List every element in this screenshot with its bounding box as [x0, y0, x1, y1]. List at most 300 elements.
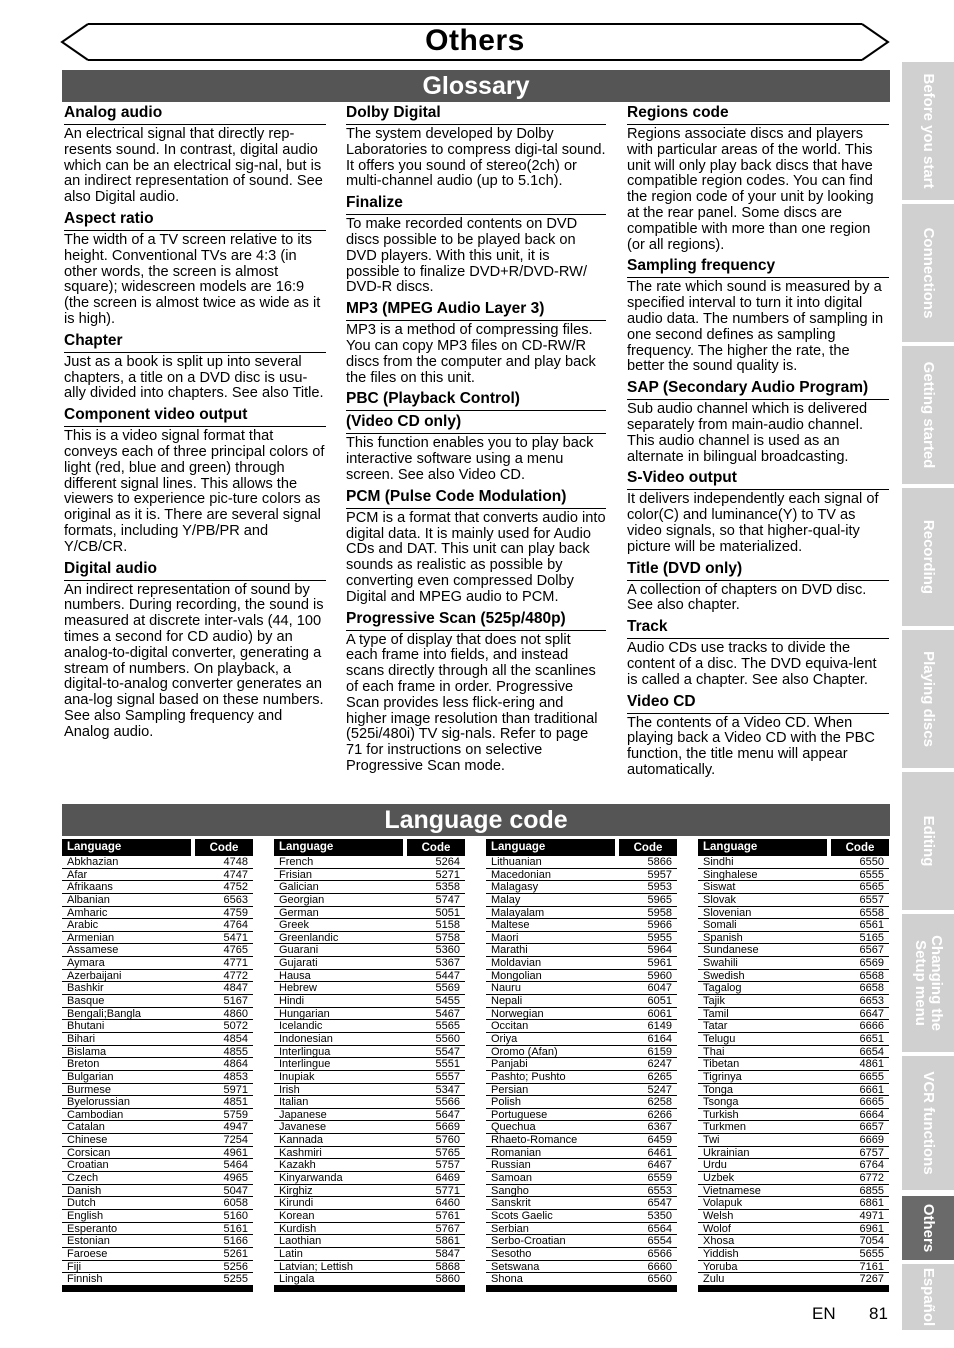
language-name: Zulu [703, 1273, 725, 1285]
glossary-title: Glossary [62, 70, 890, 102]
table-row [698, 1020, 889, 1033]
language-name: Panjabi [491, 1058, 528, 1070]
language-name: Assamese [67, 944, 119, 957]
language-code: 6164 [647, 1032, 672, 1045]
table-row [274, 944, 465, 957]
language-name: Bihari [67, 1032, 96, 1045]
table-row [698, 1046, 889, 1059]
page-number: 81 [869, 1304, 888, 1323]
glossary-entry [64, 332, 326, 402]
language-code: 4765 [223, 944, 248, 957]
language-name: Maltese [491, 919, 530, 931]
language-name: Indonesian [279, 1032, 333, 1045]
table-row [274, 1084, 465, 1097]
language-code: 4861 [859, 1058, 884, 1071]
language-code: 6461 [647, 1146, 672, 1159]
language-name: Tajik [703, 995, 726, 1007]
table-row [274, 1197, 465, 1210]
language-name: Tatar [703, 1020, 728, 1032]
table-row [698, 1109, 889, 1122]
glossary-term: Title (DVD only) [627, 560, 889, 581]
language-code: 5655 [859, 1247, 884, 1260]
language-code: 6654 [859, 1045, 884, 1058]
language-name: Thai [703, 1045, 725, 1058]
table-row [698, 1121, 889, 1134]
side-tab [902, 630, 954, 768]
language-name: Moldavian [491, 957, 542, 969]
language-code: 6567 [859, 944, 884, 957]
side-tab-label: Before you start [920, 73, 937, 189]
language-name: Wolof [703, 1222, 731, 1235]
language-name: Yoruba [703, 1260, 738, 1273]
language-code: 4772 [223, 969, 248, 982]
language-name: Polish [491, 1096, 521, 1108]
table-row [274, 894, 465, 907]
table-row [274, 1261, 465, 1274]
language-name: Afar [67, 868, 88, 881]
language-name: Korean [279, 1209, 315, 1222]
table-row [486, 869, 677, 882]
table-row [698, 894, 889, 907]
glossary-term: SAP (Secondary Audio Program) [627, 379, 889, 400]
language-name: Czech [67, 1172, 99, 1184]
table-row [698, 944, 889, 957]
language-name: Bhutani [67, 1020, 105, 1032]
table-row [274, 1147, 465, 1160]
header-language: Language [486, 839, 619, 856]
glossary-entry [346, 300, 606, 386]
language-code: 5367 [435, 957, 460, 970]
language-code: 7161 [859, 1260, 884, 1273]
table-row [486, 1248, 677, 1261]
glossary-definition: An indirect representation of sound by numbers. During recording, the sound is measured at discrete inter-vals (44, 100 times a second for CD audio) by an analog-to-digital converter, generating a stream of numbers. On playback, a digital-to-analog converter generates an ana-log signal based on these numbers. See also Sampling frequency and Analog audio. [64, 581, 324, 740]
table-row [62, 932, 253, 945]
table-row [486, 982, 677, 995]
table-row [698, 1058, 889, 1071]
glossary-definition: PCM is a format that converts audio into digital data. It is mainly used for Audio CDs and DAT. This unit can play back sounds as realistic as possible by converting even compressed Dolby Digital and MPEG audio to PCM. [346, 509, 606, 605]
table-row [62, 1058, 253, 1071]
glossary-definition: The rate which sound is measured by a specified interval to turn it into digital audio data. The numbers of sampling in one second defines as sampling frequency. The higher the rate, the better the sound quality is. [627, 279, 884, 375]
language-code: 4752 [223, 881, 248, 894]
side-tab [902, 1264, 954, 1330]
table-row [698, 1248, 889, 1261]
table-row [486, 1185, 677, 1198]
language-code: 5347 [435, 1083, 460, 1096]
table-row [62, 919, 253, 932]
language-code: 6961 [859, 1222, 884, 1235]
language-name: Slovak [703, 893, 737, 906]
language-code: 5047 [223, 1184, 248, 1197]
language-code: 5165 [859, 931, 884, 944]
header-code: Code [421, 841, 451, 854]
language-code: 6051 [647, 995, 672, 1008]
table-row [62, 1147, 253, 1160]
table-row [486, 1058, 677, 1071]
language-code: 4847 [223, 982, 248, 995]
table-row [486, 957, 677, 970]
language-name: Byelorussian [67, 1096, 130, 1108]
language-name: Maori [491, 931, 519, 944]
side-tab [902, 914, 954, 1052]
language-name: Nepali [491, 995, 523, 1007]
language-name: Kannada [279, 1134, 324, 1146]
table-row [486, 1273, 677, 1286]
language-name: Bashkir [67, 982, 104, 995]
table-row [698, 957, 889, 970]
language-name: Quechua [491, 1121, 536, 1134]
language-code: 4851 [223, 1096, 248, 1109]
table-row [62, 1020, 253, 1033]
side-tab-label: Connections [920, 227, 937, 319]
table-row [486, 1210, 677, 1223]
language-code: 6553 [647, 1184, 672, 1197]
glossary-entry [627, 104, 889, 253]
language-code: 5861 [435, 1235, 460, 1248]
language-name: Shona [491, 1273, 523, 1285]
glossary-entry [346, 488, 606, 606]
language-name: Fiji [67, 1260, 82, 1273]
language-table-2 [274, 839, 465, 1292]
glossary-entry [627, 618, 889, 688]
language-name: German [279, 906, 319, 919]
language-code: 6557 [859, 893, 884, 906]
language-code: 4759 [223, 906, 248, 919]
language-code: 5161 [223, 1222, 248, 1235]
glossary-column-3 [627, 104, 889, 783]
table-row [698, 881, 889, 894]
glossary-definition: The system developed by Dolby Laboratories to compress digi-tal sound. It offers you sound of stereo(2ch) or multi-channel audio (up to 5.1ch). [346, 126, 606, 190]
language-code: 5961 [647, 957, 672, 970]
language-name: Setswana [491, 1260, 540, 1273]
language-code: 6469 [435, 1172, 460, 1185]
language-code: 5255 [223, 1273, 248, 1286]
table-row [486, 1046, 677, 1059]
language-name: Guarani [279, 944, 319, 957]
table-row [486, 1071, 677, 1084]
language-code: 6666 [859, 1020, 884, 1033]
language-name: Vietnamese [703, 1184, 761, 1197]
language-code: 6772 [859, 1172, 884, 1185]
language-code: 6653 [859, 995, 884, 1008]
language-name: Icelandic [279, 1020, 323, 1032]
language-code: 6661 [859, 1083, 884, 1096]
language-code: 4748 [223, 856, 248, 868]
table-row [274, 1033, 465, 1046]
language-name: Abkhazian [67, 856, 119, 868]
language-name: Lithuanian [491, 856, 542, 868]
glossary-definition: Regions associate discs and players with particular areas of the world. This unit will only play back discs that have compatible region codes. You can find the region code of your unit by looking at the rear panel. Some discs are compatible with more than one region (or all regions). [627, 126, 874, 253]
table-row [486, 995, 677, 1008]
glossary-definition: Audio CDs use tracks to divide the content of a disc. The DVD equiva-lent is called a chapter. See also Chapter. [627, 640, 877, 688]
table-row [486, 1121, 677, 1134]
language-name: Hausa [279, 969, 311, 982]
table-row [698, 982, 889, 995]
table-row [698, 1172, 889, 1185]
language-name: Bengali;Bangla [67, 1007, 142, 1020]
side-tab [902, 772, 954, 910]
table-row [486, 1261, 677, 1274]
language-code: 4855 [223, 1045, 248, 1058]
language-name: Basque [67, 995, 105, 1007]
table-row [62, 1121, 253, 1134]
table-row [698, 1134, 889, 1147]
language-name: Latin [279, 1247, 303, 1260]
language-code: 4747 [223, 868, 248, 881]
table-row [274, 1121, 465, 1134]
glossary-definition: MP3 is a method of compressing files. You can copy MP3 files on CD-RW/R discs from the computer and play back the files on this unit. [346, 322, 596, 386]
language-code: 5966 [647, 919, 672, 932]
side-tab [902, 204, 954, 342]
glossary-entry [346, 610, 606, 775]
language-name: Tamil [703, 1007, 729, 1020]
table-row [62, 1261, 253, 1274]
language-code: 5860 [435, 1273, 460, 1286]
language-name: Oriya [491, 1032, 518, 1045]
language-code: 6550 [859, 856, 884, 868]
language-name: Malagasy [491, 881, 539, 893]
language-name: Slovenian [703, 906, 752, 919]
language-code: 6569 [859, 957, 884, 970]
language-code: 6247 [647, 1058, 672, 1071]
language-name: Russian [491, 1159, 531, 1172]
language-code: 7054 [859, 1235, 884, 1248]
language-code: 6554 [647, 1235, 672, 1248]
table-row [274, 1185, 465, 1198]
table-row [274, 1235, 465, 1248]
table-row [698, 1008, 889, 1021]
language-name: Singhalese [703, 868, 758, 881]
glossary-term: (Video CD only) [346, 413, 606, 434]
side-tab [902, 1056, 954, 1190]
language-code: 6651 [859, 1032, 884, 1045]
table-row [698, 1185, 889, 1198]
glossary-entry [627, 560, 889, 615]
table-row [486, 970, 677, 983]
language-name: Gujarati [279, 957, 318, 969]
table-row [274, 1046, 465, 1059]
table-row [274, 1223, 465, 1236]
language-code: 5771 [435, 1184, 460, 1197]
glossary-term: Sampling frequency [627, 257, 889, 278]
table-row [274, 1273, 465, 1286]
language-code: 4854 [223, 1032, 248, 1045]
language-code: 5647 [435, 1108, 460, 1121]
language-name: Nauru [491, 982, 521, 995]
side-tab-label: Others [920, 1203, 937, 1253]
table-row [274, 881, 465, 894]
table-row [274, 869, 465, 882]
header-code: Code [845, 841, 875, 854]
language-code: 5360 [435, 944, 460, 957]
table-row [698, 1197, 889, 1210]
table-row [274, 1020, 465, 1033]
language-code: 5271 [435, 868, 460, 881]
language-code: 6566 [647, 1247, 672, 1260]
table-row [486, 856, 677, 869]
table-row [486, 1235, 677, 1248]
table-row [486, 1172, 677, 1185]
language-name: Tsonga [703, 1096, 739, 1108]
language-name: Greenlandic [279, 931, 339, 944]
language-code: 5957 [647, 868, 672, 881]
language-code: 5868 [435, 1260, 460, 1273]
glossary-definition: This is a video signal format that conveys each of three principal colors of light (red, blue and green) through different signal lines. This allows the viewers to experience pic-ture colors as original as it is. There are several signal formats, including Y/PB/PR and Y/CB/CR. [64, 428, 325, 555]
language-code: 5765 [435, 1146, 460, 1159]
table-row [698, 856, 889, 869]
table-row [62, 1084, 253, 1097]
table-row [62, 907, 253, 920]
glossary-term: MP3 (MPEG Audio Layer 3) [346, 300, 606, 321]
table-row [274, 1248, 465, 1261]
language-code: 5471 [223, 931, 248, 944]
table-row [486, 1109, 677, 1122]
language-code: 5955 [647, 931, 672, 944]
language-code: 6459 [647, 1134, 672, 1147]
table-row [62, 1008, 253, 1021]
language-code: 6657 [859, 1121, 884, 1134]
language-name: Azerbaijani [67, 969, 122, 982]
language-code: 6565 [859, 881, 884, 894]
glossary-definition: Sub audio channel which is delivered separately from main-audio channel. This audio channel is used as an alternate in bilingual broadcasting. [627, 401, 868, 465]
table-header [62, 839, 253, 856]
language-name: Pashto; Pushto [491, 1070, 566, 1083]
language-name: Siswat [703, 881, 736, 893]
language-name: Bulgarian [67, 1070, 114, 1083]
language-name: Oromo (Afan) [491, 1045, 558, 1058]
glossary-entry [64, 210, 326, 328]
side-tab-label: Getting started [920, 361, 937, 469]
table-row [698, 1071, 889, 1084]
glossary-term: PCM (Pulse Code Modulation) [346, 488, 606, 509]
table-row [698, 1096, 889, 1109]
language-name: Estonian [67, 1235, 110, 1247]
glossary-definition: To make recorded contents on DVD discs possible to be played back on DVD players. With this unit, it is possible to finalize DVD+R/DVD-RW/ DVD-R discs. [346, 216, 588, 296]
table-row [486, 1008, 677, 1021]
glossary-entry [64, 104, 326, 206]
language-code: 5247 [647, 1083, 672, 1096]
page-header [60, 22, 890, 62]
language-name: Georgian [279, 893, 325, 906]
table-row [486, 1020, 677, 1033]
language-code: 5747 [435, 893, 460, 906]
glossary-entry [346, 390, 606, 411]
language-name: Chinese [67, 1134, 108, 1146]
table-row [698, 869, 889, 882]
language-name: Javanese [279, 1121, 327, 1134]
language-name: Hebrew [279, 982, 317, 995]
language-name: Kashmiri [279, 1146, 322, 1159]
table-row [62, 957, 253, 970]
language-name: French [279, 856, 314, 868]
table-row [62, 1273, 253, 1286]
glossary-definition: A type of display that does not split each frame into fields, and instead scans directly through all the scanlines of each frame in order. Progressive Scan provides less flick-ering and higher image resolution than traditional (525i/480i) TV sig-nals. Refer to page 71 for instructions on selective Progressive Scan mode. [346, 631, 598, 774]
table-row [274, 1008, 465, 1021]
language-code: 6664 [859, 1108, 884, 1121]
table-header [274, 839, 465, 856]
language-name: Esperanto [67, 1222, 118, 1235]
table-row [486, 894, 677, 907]
language-name: Sesotho [491, 1247, 532, 1260]
language-code: 5953 [647, 881, 672, 894]
glossary-entry [627, 469, 889, 555]
table-row [62, 1159, 253, 1172]
language-name: Catalan [67, 1121, 105, 1134]
language-code: 6265 [647, 1070, 672, 1083]
glossary-definition: A collection of chapters on DVD disc. See also chapter. [627, 581, 867, 614]
language-name: Turkish [703, 1108, 739, 1121]
language-name: Greek [279, 919, 309, 931]
language-name: Hungarian [279, 1007, 330, 1020]
language-name: Somali [703, 919, 737, 931]
table-row [486, 1096, 677, 1109]
language-code: 4961 [223, 1146, 248, 1159]
language-name: Burmese [67, 1083, 112, 1096]
table-row [274, 970, 465, 983]
glossary-entry [627, 257, 889, 375]
language-name: Galician [279, 881, 319, 893]
table-row [486, 907, 677, 920]
table-row [698, 919, 889, 932]
table-row [486, 1147, 677, 1160]
language-code: 5051 [435, 906, 460, 919]
table-row [486, 919, 677, 932]
language-name: English [67, 1209, 104, 1222]
table-row [698, 995, 889, 1008]
language-code: 6559 [647, 1172, 672, 1185]
language-code: 6467 [647, 1159, 672, 1172]
table-row [62, 881, 253, 894]
glossary-term: S-Video output [627, 469, 889, 490]
table-row [274, 932, 465, 945]
glossary-entry [64, 406, 326, 555]
language-name: Ukrainian [703, 1146, 750, 1159]
language-code: 6764 [859, 1159, 884, 1172]
glossary-entry [346, 413, 606, 483]
language-code: 6855 [859, 1184, 884, 1197]
header-language: Language [274, 839, 407, 856]
side-tab [902, 62, 954, 200]
language-name: Sindhi [703, 856, 734, 868]
table-row [274, 1096, 465, 1109]
glossary-column-1 [64, 104, 326, 745]
language-code: 5569 [435, 982, 460, 995]
language-name: Inupiak [279, 1070, 315, 1083]
table-row [62, 970, 253, 983]
table-row [62, 1109, 253, 1122]
language-name: Scots Gaelic [491, 1209, 553, 1222]
language-code-title: Language code [62, 804, 890, 836]
language-name: Urdu [703, 1159, 727, 1172]
table-row [62, 1134, 253, 1147]
language-code: 4965 [223, 1172, 248, 1185]
glossary-term: PBC (Playback Control) [346, 390, 606, 411]
table-row [698, 1210, 889, 1223]
table-row [62, 1210, 253, 1223]
table-row [698, 1147, 889, 1160]
side-tab-label: Recording [920, 519, 937, 595]
language-name: Tigrinya [703, 1070, 742, 1083]
table-row [62, 1071, 253, 1084]
table-row [274, 995, 465, 1008]
language-code: 5167 [223, 995, 248, 1008]
language-code: 5560 [435, 1032, 460, 1045]
glossary-definition: An electrical signal that directly rep-resents sound. In contrast, digital audio which can be an electrical sig-nal, but is an indirect representation of sound. See also Digital audio. [64, 126, 323, 206]
language-code: 6861 [859, 1197, 884, 1210]
table-row [62, 1033, 253, 1046]
language-name: Persian [491, 1083, 529, 1096]
table-row [62, 1235, 253, 1248]
language-code: 5971 [223, 1083, 248, 1096]
